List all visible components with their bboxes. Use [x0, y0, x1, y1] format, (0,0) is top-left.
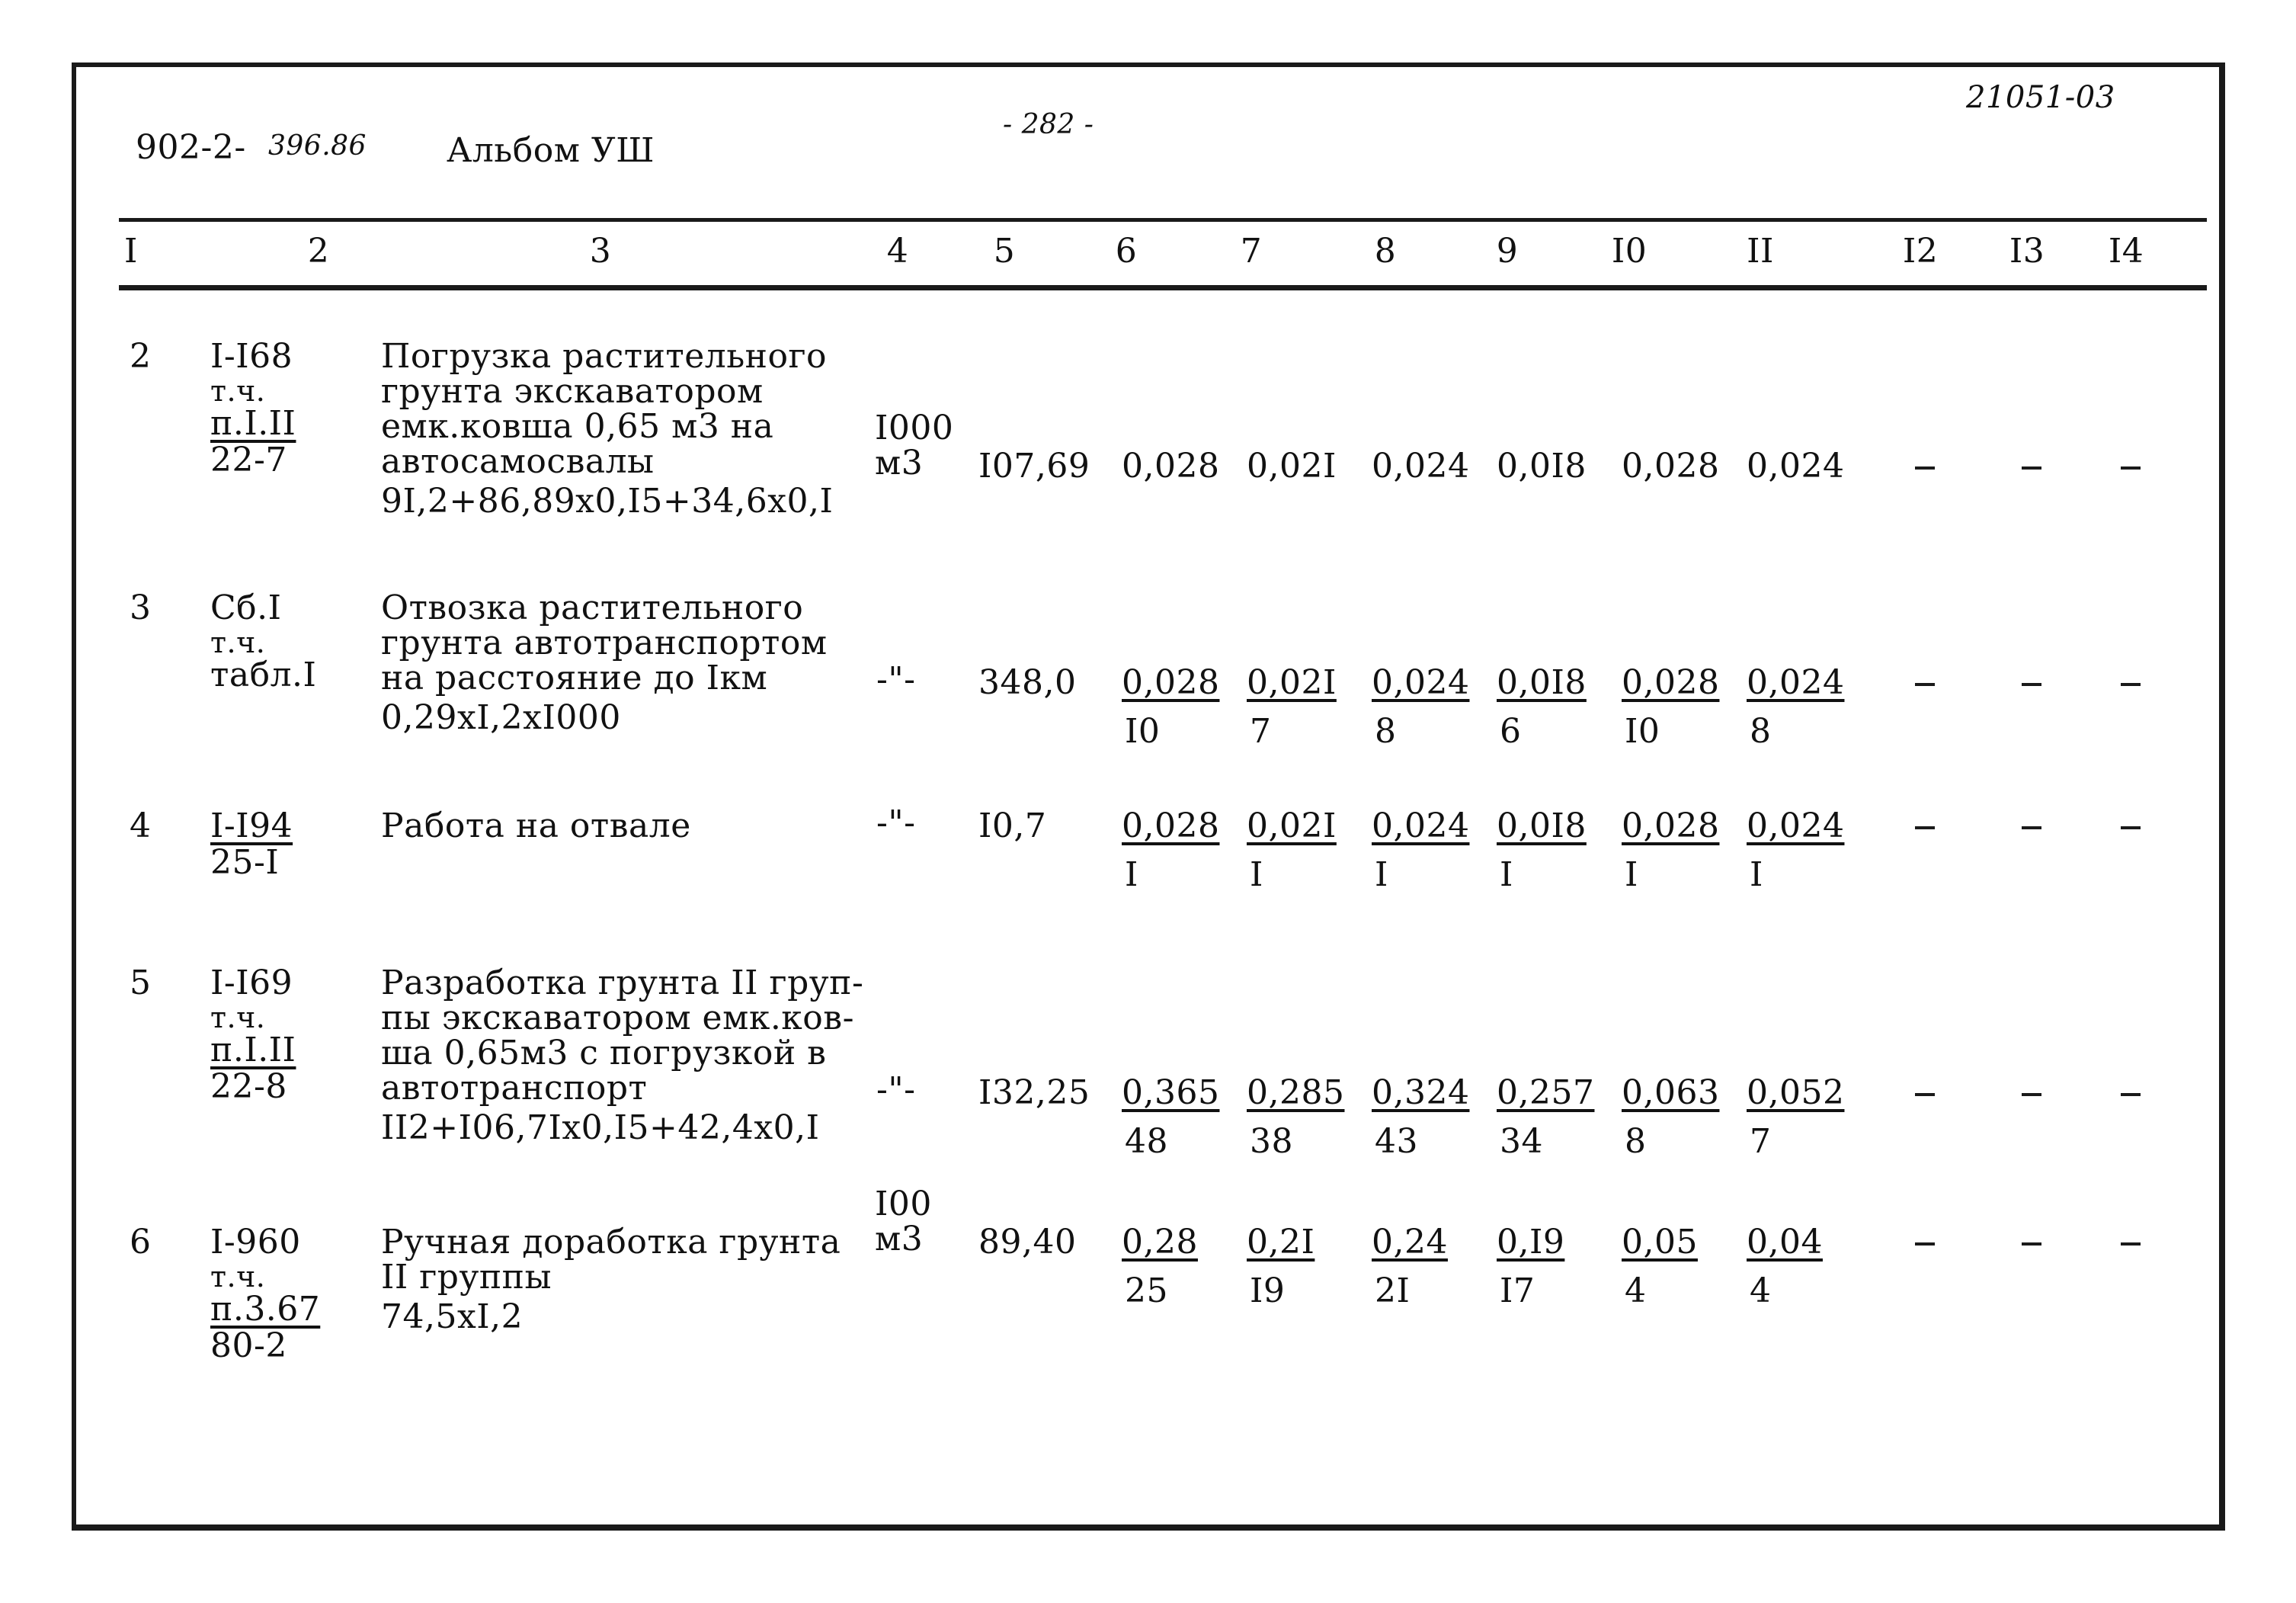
empty-cell-dash: [2022, 826, 2041, 829]
quantity-value: I07,69: [978, 447, 1090, 486]
norm-value: 0,24: [1372, 1223, 1448, 1262]
norm-value: 0,0I8: [1497, 806, 1587, 845]
column-number-13: I3: [2009, 232, 2045, 271]
norm-code: 25-I: [210, 843, 280, 882]
norm-code: п.3.67: [210, 1290, 321, 1329]
column-number-12: I2: [1902, 232, 1939, 271]
work-description: на расстояние до Iкм: [381, 659, 768, 697]
norm-subvalue: I: [1375, 855, 1388, 894]
norm-value: 0,028: [1622, 663, 1720, 702]
norm-code: т.ч.: [210, 1260, 266, 1294]
norm-code: п.I.II: [210, 404, 296, 443]
norm-value: 0,285: [1247, 1073, 1345, 1112]
work-description: Разработка грунта II груп-: [381, 963, 864, 1002]
norm-subvalue: 8: [1750, 712, 1772, 751]
norm-value: 0,024: [1747, 806, 1845, 845]
header-top-rule: [119, 218, 2207, 222]
work-description: емк.ковша 0,65 м3 на: [381, 407, 774, 446]
row-number: 2: [130, 337, 152, 376]
document-number: 21051-03: [1966, 80, 2115, 115]
quantity-value: 89,40: [978, 1223, 1077, 1262]
norm-value: 0,2I: [1247, 1223, 1315, 1262]
norm-subvalue: I: [1125, 855, 1138, 894]
norm-value: 0,02I: [1247, 663, 1337, 702]
norm-code: Сб.I: [210, 588, 282, 627]
row-number: 4: [130, 806, 152, 845]
row-number: 5: [130, 963, 152, 1002]
norm-code: I-I94: [210, 806, 293, 845]
unit-of-measure: м3: [875, 1220, 924, 1258]
norm-subvalue: 38: [1250, 1122, 1293, 1161]
unit-of-measure: -"-: [876, 660, 916, 699]
norm-subvalue: I: [1250, 855, 1263, 894]
column-number-2: 2: [307, 232, 330, 271]
norm-subvalue: 43: [1375, 1122, 1418, 1161]
quantity-formula: 9I,2+86,89x0,I5+34,6x0,I: [381, 482, 834, 521]
work-description: пы экскаватором емк.ков-: [381, 999, 854, 1037]
norm-code: т.ч.: [210, 626, 266, 659]
unit-of-measure: -"-: [876, 1070, 916, 1109]
work-description: Погрузка растительного: [381, 337, 828, 376]
column-number-14: I4: [2108, 232, 2144, 271]
quantity-value: I0,7: [978, 806, 1047, 845]
norm-code: табл.I: [210, 656, 317, 694]
header-bottom-rule: [119, 285, 2207, 290]
empty-cell-dash: [1915, 1242, 1935, 1246]
column-number-9: 9: [1496, 232, 1519, 271]
doc-code-prefix: 902-2-: [136, 128, 246, 167]
quantity-formula: 74,5xI,2: [381, 1297, 524, 1336]
quantity-formula: 0,29xI,2xI000: [381, 698, 621, 737]
empty-cell-dash: [2022, 683, 2041, 686]
norm-code: I-I68: [210, 337, 293, 376]
column-number-4: 4: [886, 232, 909, 271]
empty-cell-dash: [2022, 466, 2041, 470]
work-description: Работа на отвале: [381, 806, 691, 845]
norm-value: 0,I9: [1497, 1223, 1565, 1262]
empty-cell-dash: [2022, 1093, 2041, 1096]
column-number-10: I0: [1611, 232, 1648, 271]
norm-value: 0,024: [1372, 663, 1470, 702]
empty-cell-dash: [2121, 1093, 2141, 1096]
norm-value: 0,257: [1497, 1073, 1595, 1112]
empty-cell-dash: [2121, 1242, 2141, 1246]
empty-cell-dash: [2022, 1242, 2041, 1246]
work-description: Отвозка растительного: [381, 588, 804, 627]
column-number-11: II: [1747, 232, 1774, 271]
norm-value: 0,0I8: [1497, 663, 1587, 702]
quantity-formula: II2+I06,7Ix0,I5+42,4x0,I: [381, 1108, 820, 1147]
work-description: II группы: [381, 1258, 552, 1297]
norm-value: 0,324: [1372, 1073, 1470, 1112]
empty-cell-dash: [1915, 1093, 1935, 1096]
norm-subvalue: 8: [1625, 1122, 1647, 1161]
norm-subvalue: 8: [1375, 712, 1397, 751]
norm-subvalue: 34: [1500, 1122, 1543, 1161]
norm-value: 0,024: [1372, 806, 1470, 845]
norm-value: 0,28: [1122, 1223, 1198, 1262]
norm-code: 80-2: [210, 1326, 287, 1365]
norm-subvalue: 4: [1625, 1271, 1647, 1310]
norm-value: 0,024: [1747, 663, 1845, 702]
column-number-6: 6: [1115, 232, 1138, 271]
column-number-1: I: [124, 232, 138, 271]
quantity-value: I32,25: [978, 1073, 1090, 1112]
norm-value: 0,028: [1122, 447, 1220, 486]
unit-of-measure: м3: [875, 444, 924, 483]
quantity-value: 348,0: [978, 663, 1077, 702]
norm-value: 0,04: [1747, 1223, 1823, 1262]
work-description: автотранспорт: [381, 1069, 648, 1108]
norm-subvalue: 25: [1125, 1271, 1168, 1310]
empty-cell-dash: [2121, 683, 2141, 686]
norm-value: 0,052: [1747, 1073, 1845, 1112]
unit-of-measure: I000: [875, 409, 954, 447]
norm-code: I-I69: [210, 963, 293, 1002]
row-number: 3: [130, 588, 152, 627]
norm-code: I-960: [210, 1223, 301, 1262]
norm-value: 0,02I: [1247, 447, 1337, 486]
norm-value: 0,028: [1622, 806, 1720, 845]
work-description: грунта экскаватором: [381, 372, 764, 411]
norm-subvalue: 4: [1750, 1271, 1772, 1310]
norm-value: 0,05: [1622, 1223, 1698, 1262]
unit-of-measure: -"-: [876, 803, 916, 842]
norm-subvalue: I0: [1625, 712, 1660, 751]
norm-value: 0,024: [1747, 447, 1845, 486]
norm-subvalue: I: [1500, 855, 1513, 894]
empty-cell-dash: [2121, 466, 2141, 470]
work-description: автосамосвалы: [381, 442, 655, 481]
norm-value: 0,028: [1122, 663, 1220, 702]
norm-code: т.ч.: [210, 1001, 266, 1034]
norm-code: т.ч.: [210, 374, 266, 408]
norm-value: 0,028: [1122, 806, 1220, 845]
norm-code: п.I.II: [210, 1031, 296, 1069]
norm-subvalue: 7: [1250, 712, 1272, 751]
norm-subvalue: I9: [1250, 1271, 1286, 1310]
empty-cell-dash: [1915, 826, 1935, 829]
norm-code: 22-7: [210, 441, 287, 479]
work-description: ша 0,65м3 с погрузкой в: [381, 1034, 827, 1072]
norm-value: 0,028: [1622, 447, 1720, 486]
album-title: Альбом УШ: [447, 131, 655, 170]
norm-subvalue: I0: [1125, 712, 1161, 751]
norm-subvalue: 48: [1125, 1122, 1168, 1161]
empty-cell-dash: [1915, 466, 1935, 470]
norm-subvalue: 2I: [1375, 1271, 1411, 1310]
unit-of-measure: I00: [875, 1185, 932, 1223]
column-number-3: 3: [589, 232, 612, 271]
column-number-5: 5: [993, 232, 1016, 271]
work-description: грунта автотранспортом: [381, 624, 828, 662]
norm-subvalue: I: [1750, 855, 1763, 894]
column-number-8: 8: [1374, 232, 1397, 271]
doc-code-suffix: 396.86: [268, 130, 367, 162]
norm-value: 0,063: [1622, 1073, 1720, 1112]
norm-subvalue: 7: [1750, 1122, 1772, 1161]
norm-subvalue: I7: [1500, 1271, 1535, 1310]
norm-subvalue: 6: [1500, 712, 1522, 751]
empty-cell-dash: [2121, 826, 2141, 829]
norm-value: 0,02I: [1247, 806, 1337, 845]
row-number: 6: [130, 1223, 152, 1262]
page-number: - 282 -: [1003, 109, 1094, 140]
norm-code: 22-8: [210, 1067, 287, 1106]
work-description: Ручная доработка грунта: [381, 1223, 841, 1262]
norm-value: 0,365: [1122, 1073, 1220, 1112]
norm-subvalue: I: [1625, 855, 1638, 894]
norm-value: 0,0I8: [1497, 447, 1587, 486]
empty-cell-dash: [1915, 683, 1935, 686]
column-number-7: 7: [1240, 232, 1263, 271]
norm-value: 0,024: [1372, 447, 1470, 486]
